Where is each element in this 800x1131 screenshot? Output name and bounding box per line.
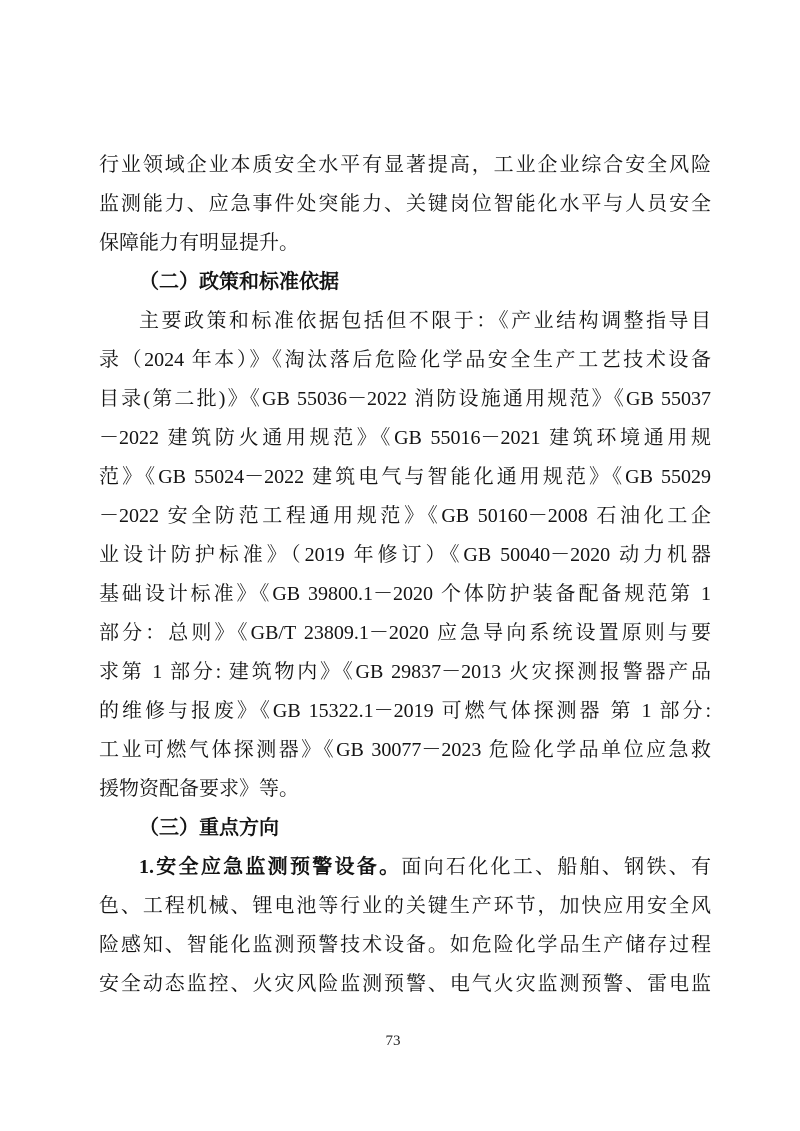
text-line [99,692,711,731]
text-line [99,497,711,536]
text-segment: 安全动态监控、火灾风险监测预警、电气火灾监测预警、雷电监 [99,973,711,995]
text-line [99,575,711,614]
text-segment: 录（2024 年本）》《淘汰落后危险化学品安全生产工艺技术设备 [99,349,711,371]
text-segment: 部分：总则》《GB/T 23809.1－2020 应急导向系统设置原则与要 [99,622,711,644]
bold-text-segment: （二）政策和标准依据 [139,271,339,293]
text-line [99,302,711,341]
text-segment: 范》《GB 55024－2022 建筑电气与智能化通用规范》《GB 55029 [99,466,711,488]
text-segment: 工业可燃气体探测器》《GB 30077－2023 危险化学品单位应急救 [99,739,711,761]
text-segment: 的维修与报废》《GB 15322.1－2019 可燃气体探测器 第 1 部分: [99,700,711,722]
text-line [99,614,711,653]
text-line [99,965,711,1004]
text-segment: 业设计防护标准》（2019 年修订）《GB 50040－2020 动力机器 [99,544,711,566]
text-segment: 基础设计标准》《GB 39800.1－2020 个体防护装备配备规范第 1 [99,583,711,605]
text-line [99,770,711,809]
text-segment: 援物资配备要求》等。 [99,778,299,800]
text-line [99,380,711,419]
section-heading [99,263,711,302]
text-segment: 保障能力有明显提升。 [99,232,299,254]
text-line [99,887,711,926]
text-segment: 目录(第二批)》《GB 55036－2022 消防设施通用规范》《GB 55037 [99,388,711,410]
section-heading [99,809,711,848]
text-segment: －2022 安全防范工程通用规范》《GB 50160－2008 石油化工企 [99,505,711,527]
text-line [99,731,711,770]
text-segment: 险感知、智能化监测预警技术设备。如危险化学品生产储存过程 [99,934,711,956]
text-block [99,146,711,1004]
bold-text-segment: 1.安全应急监测预警设备。 [139,856,402,878]
text-line [99,848,711,887]
text-segment: 监测能力、应急事件处突能力、关键岗位智能化水平与人员安全 [99,193,711,215]
text-line [99,185,711,224]
text-line [99,224,711,263]
text-line [99,653,711,692]
bold-text-segment: （三）重点方向 [139,817,279,839]
page-number: 73 [385,1033,401,1049]
text-segment: 求第 1 部分: 建筑物内》《GB 29837－2013 火灾探测报警器产品 [99,661,711,683]
text-segment: －2022 建筑防火通用规范》《GB 55016－2021 建筑环境通用规 [99,427,711,449]
text-line [99,419,711,458]
text-segment: 主要政策和标准依据包括但不限于：《产业结构调整指导目 [139,310,711,332]
text-line [99,926,711,965]
text-segment: 色、工程机械、锂电池等行业的关键生产环节，加快应用安全风 [99,895,711,917]
text-line [99,536,711,575]
text-line [99,458,711,497]
text-line [99,146,711,185]
text-segment: 行业领域企业本质安全水平有显著提高，工业企业综合安全风险 [99,154,711,176]
text-line [99,341,711,380]
text-segment: 面向石化化工、船舶、钢铁、有 [401,856,712,878]
